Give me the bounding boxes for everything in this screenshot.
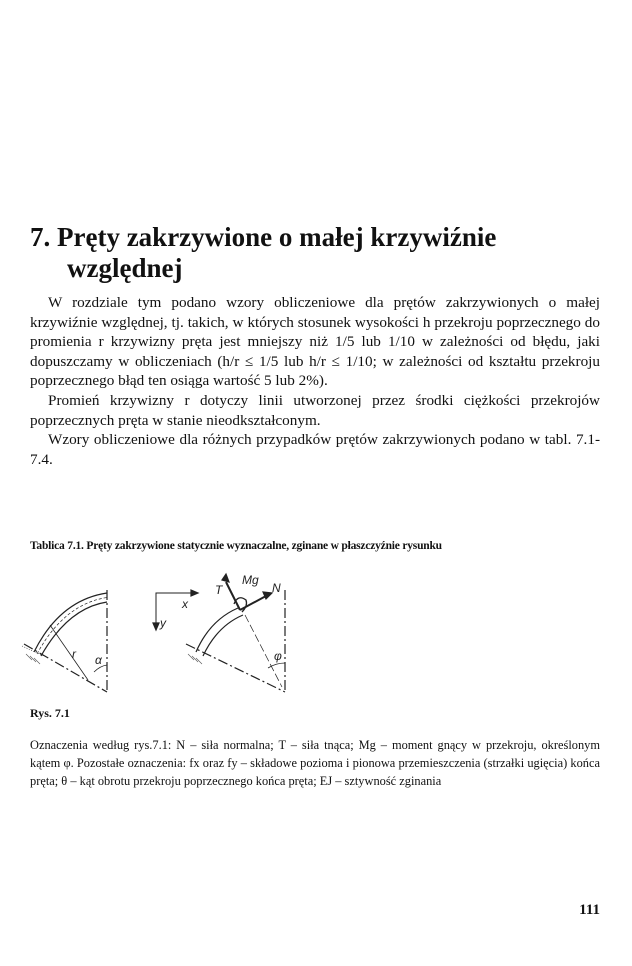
shear-force-label: T: [215, 583, 223, 597]
table-caption: Tablica 7.1. Pręty zakrzywione statycznie wyznaczalne, zginane w płaszczyźnie rysunku: [30, 540, 442, 552]
chapter-title: [30, 222, 610, 284]
figure-notes: [30, 736, 600, 790]
y-axis-label: y: [160, 616, 166, 630]
page-number: 111: [579, 902, 600, 918]
alpha-label: α: [95, 653, 102, 667]
phi-label: φ: [274, 649, 282, 663]
x-axis-label: x: [182, 597, 188, 611]
chapter-title-line2: względnej: [67, 253, 183, 283]
bar-outer-edge: [34, 593, 107, 652]
paragraph: Wzory obliczeniowe dla różnych przypadków prętów zakrzywionych podano w tabl. 7.1-7.4.: [30, 431, 600, 468]
radius-line: [50, 625, 88, 680]
figure-curved-bar: [20, 560, 320, 700]
body-text: [30, 293, 600, 469]
radius-label: r: [72, 647, 76, 661]
figure-caption: Rys. 7.1: [30, 706, 70, 720]
chapter-title-line1: 7. Pręty zakrzywione o małej krzywiźnie: [30, 222, 497, 252]
normal-force-label: N: [272, 581, 281, 595]
paragraph: W rozdziale tym podano wzory obliczeniowe dla prętów zakrzywionych o małej krzywiźnie względnej, tj. takich, w których stosunek wysokości h przekroju poprzecznego do promienia r krzywizny pręta jest mniejszy niż 1/5 lub 1/10 w zależności od błędu, jaki dopuszczamy w obliczeniach (h/r ≤ 1/5 lub h/r ≤ 1/10; w zależności od kształtu przekroju poprzecznego błąd ten osiąga wartość 5 lub 2%).: [30, 294, 600, 390]
paragraph: Promień krzywizny r dotyczy linii utworzonej przez środki ciężkości przekrojów poprzecznych pręta w stanie nieodkształconym.: [30, 391, 600, 429]
notes-text: Oznaczenia według rys.7.1: N – siła normalna; T – siła tnąca; Mg – moment gnący w przekroju, określonym kątem φ. Pozostałe oznaczenia: fx oraz fy – składowe pozioma i pionowa przemieszczenia (strzałki ugięcia) końca pręta; θ – kąt obrotu przekroju poprzecznego końca pręta; EJ – sztywność zginania: [30, 738, 600, 788]
shear-force-arrow: [226, 582, 240, 610]
moment-label: Mg: [242, 573, 259, 587]
